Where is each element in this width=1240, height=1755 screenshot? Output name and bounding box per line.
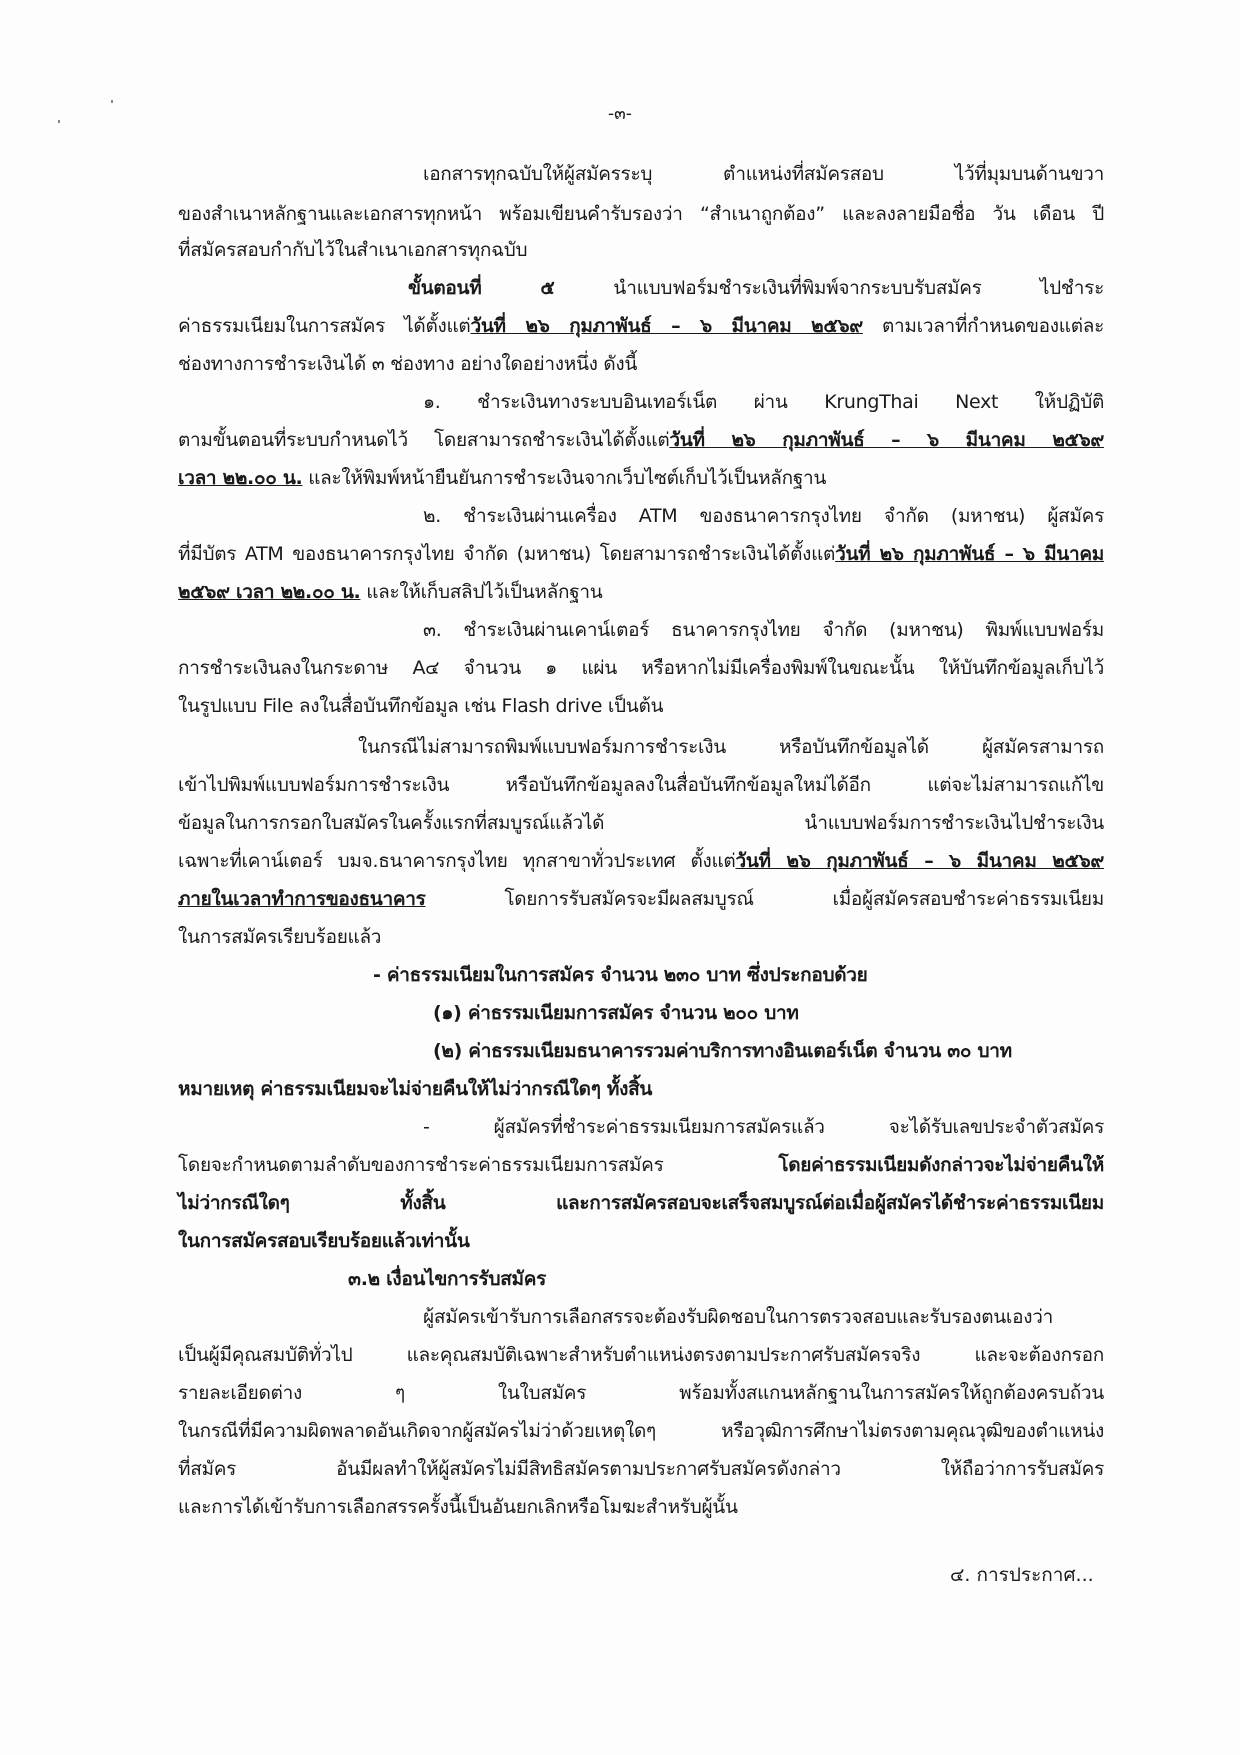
text-line	[178, 845, 1104, 878]
text-line	[178, 1225, 1104, 1258]
text-line	[178, 462, 1104, 495]
text-run: รายละเอียดต่าง ๆ ในใบสมัคร พร้อมทั้งสแกนหลักฐานในการสมัครให้ถูกต้องครบถ้วน	[178, 1382, 1104, 1404]
text-line	[178, 883, 1104, 916]
text-run: ในกรณีไม่สามารถพิมพ์แบบฟอร์มการชำระเงิน หรือบันทึกข้อมูลได้ ผู้สมัครสามารถ	[358, 736, 1104, 758]
underlined-date: วันที่ ๒๖ กุมภาพันธ์ – ๖ มีนาคม ๒๕๖๙	[669, 429, 1105, 451]
text-run: ช่องทางการชำระเงินได้ ๓ ช่องทาง อย่างใดอย่างหนึ่ง ดังนี้	[178, 353, 638, 375]
text-run: โดยค่าธรรมเนียมดังกล่าวจะไม่จ่ายคืนให้	[778, 1154, 1104, 1176]
text-run: ที่สมัคร อันมีผลทำให้ผู้สมัครไม่มีสิทธิสมัครตามประกาศรับสมัครดังกล่าว ให้ถือว่าการรับสมัคร	[178, 1458, 1104, 1480]
text-run: เฉพาะที่เคาน์เตอร์ บมจ.ธนาคารกรุงไทย ทุกสาขาทั่วประเทศ ตั้งแต่	[178, 850, 736, 872]
text-line	[178, 1073, 1104, 1106]
text-line	[423, 1301, 1104, 1334]
text-line	[423, 614, 1104, 647]
text-line	[178, 1377, 1104, 1410]
text-run: และให้พิมพ์หน้ายืนยันการชำระเงินจากเว็บไซต์เก็บไว้เป็นหลักฐาน	[302, 467, 827, 489]
text-run: ผู้สมัครเข้ารับการเลือกสรรจะต้องรับผิดชอบในการตรวจสอบและรับรองตนเองว่า	[423, 1306, 1053, 1328]
page-number: -๓-	[608, 104, 632, 124]
text-line	[178, 310, 1104, 343]
text-line	[423, 386, 1104, 419]
text-line	[423, 1111, 1104, 1144]
text-run: ที่มีบัตร ATM ของธนาคารกรุงไทย จำกัด (มหาชน) โดยสามารถชำระเงินได้ตั้งแต่	[178, 543, 836, 565]
text-run: ค่าธรรมเนียมในการสมัคร ได้ตั้งแต่	[178, 315, 471, 337]
text-run: นำแบบฟอร์มชำระเงินที่พิมพ์จากระบบรับสมัคร ไปชำระ	[613, 277, 1104, 299]
text-run: การชำระเงินลงในกระดาษ A๔ จำนวน ๑ แผ่น หรือหากไม่มีเครื่องพิมพ์ในขณะนั้น ให้บันทึกข้อมูลเก็บไว้	[178, 657, 1104, 679]
text-line	[178, 198, 1104, 231]
text-line	[348, 1263, 1104, 1296]
text-line	[178, 348, 1104, 381]
text-run: ตามขั้นตอนที่ระบบกำหนดไว้ โดยสามารถชำระเงินได้ตั้งแต่	[178, 429, 670, 451]
text-run: ข้อมูลในการกรอกใบสมัครในครั้งแรกที่สมบูรณ์แล้วได้ นำแบบฟอร์มการชำระเงินไปชำระเงิน	[178, 812, 1104, 834]
continuation-footer: ๔. การประกาศ...	[950, 1564, 1094, 1586]
text-line	[423, 500, 1104, 533]
text-run: ในการสมัครเรียบร้อยแล้ว	[178, 926, 382, 948]
text-run: ๓.๒ เงื่อนไขการรับสมัคร	[348, 1268, 547, 1290]
text-run: หมายเหตุ ค่าธรรมเนียมจะไม่จ่ายคืนให้ไม่ว่ากรณีใดๆ ทั้งสิ้น	[178, 1078, 653, 1100]
text-run: ที่สมัครสอบกำกับไว้ในสำเนาเอกสารทุกฉบับ	[178, 239, 528, 261]
text-run: และการได้เข้ารับการเลือกสรรครั้งนี้เป็นอันยกเลิกหรือโมฆะสำหรับผู้นั้น	[178, 1496, 738, 1518]
text-line	[178, 538, 1104, 571]
text-line	[423, 158, 1104, 191]
text-run: ในการสมัครสอบเรียบร้อยแล้วเท่านั้น	[178, 1230, 470, 1252]
text-line	[178, 1491, 1104, 1524]
text-run: ๓. ชำระเงินผ่านเคาน์เตอร์ ธนาคารกรุงไทย จำกัด (มหาชน) พิมพ์แบบฟอร์ม	[423, 619, 1104, 641]
text-run: และให้เก็บสลิปไว้เป็นหลักฐาน	[360, 581, 603, 603]
text-line	[178, 690, 1104, 723]
underlined-date: ๒๕๖๙ เวลา ๒๒.๐๐ น.	[178, 581, 361, 603]
text-run: - ค่าธรรมเนียมในการสมัคร จำนวน ๒๓๐ บาท ซึ่งประกอบด้วย	[373, 964, 868, 986]
text-line	[373, 959, 1104, 992]
text-run: ในกรณีที่มีความผิดพลาดอันเกิดจากผู้สมัครไม่ว่าด้วยเหตุใดๆ หรือวุฒิการศึกษาไม่ตรงตามคุณวุฒิของตำแหน่ง	[178, 1420, 1104, 1442]
text-line	[178, 1187, 1104, 1220]
text-line	[178, 807, 1104, 840]
text-run: ในรูปแบบ File ลงในสื่อบันทึกข้อมูล เช่น Flash drive เป็นต้น	[178, 695, 664, 717]
text-line	[433, 1035, 1104, 1068]
text-run: ของสำเนาหลักฐานและเอกสารทุกหน้า พร้อมเขียนคำรับรองว่า “สำเนาถูกต้อง” และลงลายมือชื่อ วัน เดือน ปี	[178, 203, 1104, 225]
underlined-date: วันที่ ๒๖ กุมภาพันธ์ – ๖ มีนาคม	[835, 543, 1104, 565]
text-line	[178, 652, 1104, 685]
text-run: ๒. ชำระเงินผ่านเครื่อง ATM ของธนาคารกรุงไทย จำกัด (มหาชน) ผู้สมัคร	[423, 505, 1104, 527]
underlined-date: เวลา ๒๒.๐๐ น.	[178, 467, 303, 489]
text-line	[178, 234, 1104, 267]
text-run: ขั้นตอนที่ ๕	[408, 277, 614, 299]
text-run: เป็นผู้มีคุณสมบัติทั่วไป และคุณสมบัติเฉพาะสำหรับตำแหน่งตรงตามประกาศรับสมัครจริง และจะต้องกรอก	[178, 1344, 1104, 1366]
text-line	[178, 769, 1104, 802]
text-line	[178, 1339, 1104, 1372]
text-line	[408, 272, 1104, 305]
text-line	[178, 424, 1104, 457]
text-line	[178, 1415, 1104, 1448]
underlined-date: วันที่ ๒๖ กุมภาพันธ์ – ๖ มีนาคม ๒๕๖๙	[735, 850, 1104, 872]
text-run: เข้าไปพิมพ์แบบฟอร์มการชำระเงิน หรือบันทึกข้อมูลลงในสื่อบันทึกข้อมูลใหม่ได้อีก แต่จะไม่สามารถแก้ไข	[178, 774, 1104, 796]
text-run: (๒) ค่าธรรมเนียมธนาคารรวมค่าบริการทางอินเตอร์เน็ต จำนวน ๓๐ บาท	[433, 1040, 1012, 1062]
underlined-date: วันที่ ๒๖ กุมภาพันธ์ – ๖ มีนาคม ๒๕๖๙	[470, 315, 863, 337]
text-run: (๑) ค่าธรรมเนียมการสมัคร จำนวน ๒๐๐ บาท	[433, 1002, 799, 1024]
text-run: ไม่ว่ากรณีใดๆ ทั้งสิ้น และการสมัครสอบจะเสร็จสมบูรณ์ต่อเมื่อผู้สมัครได้ชำระค่าธรรมเนียม	[178, 1192, 1104, 1214]
text-run: โดยการรับสมัครจะมีผลสมบูรณ์ เมื่อผู้สมัครสอบชำระค่าธรรมเนียม	[425, 888, 1104, 910]
text-run: เอกสารทุกฉบับให้ผู้สมัครระบุ ตำแหน่งที่สมัครสอบ ไว้ที่มุมบนด้านขวา	[423, 163, 1104, 185]
text-line	[358, 731, 1104, 764]
underlined-date: ภายในเวลาทำการของธนาคาร	[178, 888, 426, 910]
text-line	[178, 576, 1104, 609]
text-line	[433, 997, 1104, 1030]
text-run: ๑. ชำระเงินทางระบบอินเทอร์เน็ต ผ่าน KrungThai Next ให้ปฏิบัติ	[423, 391, 1104, 413]
text-run: ตามเวลาที่กำหนดของแต่ละ	[862, 315, 1104, 337]
text-line	[178, 921, 1104, 954]
text-run: โดยจะกำหนดตามลำดับของการชำระค่าธรรมเนียมการสมัคร	[178, 1154, 779, 1176]
text-line	[178, 1453, 1104, 1486]
text-run: - ผู้สมัครที่ชำระค่าธรรมเนียมการสมัครแล้ว จะได้รับเลขประจำตัวสมัคร	[423, 1116, 1104, 1138]
text-line	[178, 1149, 1104, 1182]
